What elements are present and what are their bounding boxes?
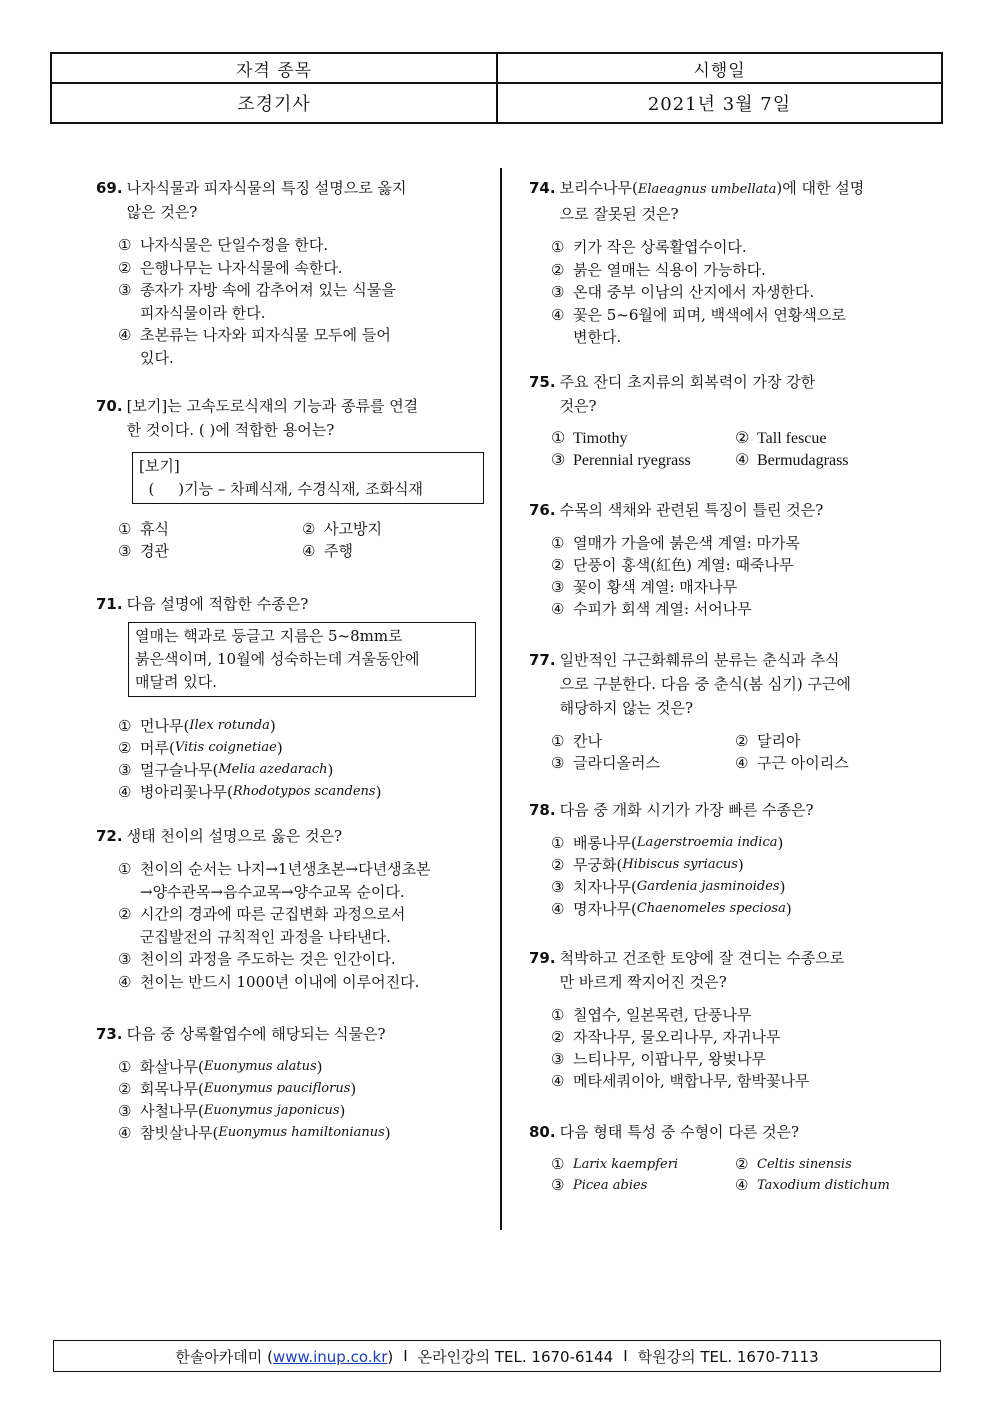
choice-latin-name: Taxodium distichum <box>757 1178 890 1193</box>
choice[interactable] <box>735 450 919 472</box>
question-73 <box>96 1022 491 1144</box>
choice-korean-name: 무궁화 <box>573 856 617 874</box>
footer-separator: I <box>623 1347 628 1365</box>
choice-mark: ④ <box>735 1176 749 1194</box>
choice-mark: ④ <box>735 452 750 469</box>
choice[interactable] <box>551 304 919 349</box>
question-stem: 다음 설명에 적합한 수종은? <box>126 595 309 613</box>
footer-offline-phone: 학원강의 TEL. 1670-7113 <box>637 1347 819 1366</box>
choice-korean-name: 회목나무 <box>140 1080 198 1098</box>
choice-mark: ① <box>118 860 132 878</box>
choice-mark: ① <box>551 732 565 750</box>
question-74 <box>529 176 919 349</box>
choice[interactable]: ③ 치자나무 ( Gardenia jasminoides ) <box>551 878 786 896</box>
choice[interactable] <box>735 1154 919 1175</box>
question-stem: 다음 중 상록활엽수에 해당되는 식물은? <box>126 1025 386 1043</box>
question-71 <box>96 592 491 803</box>
choice-latin-name: Euonymus japonicus <box>203 1103 340 1118</box>
choice-mark: ③ <box>551 754 565 772</box>
choice-mark: ① <box>118 520 132 538</box>
choice[interactable] <box>735 428 919 450</box>
question-number: 79. <box>529 949 556 967</box>
question-number: 70. <box>96 397 123 415</box>
choice[interactable]: ④ 병아리꽃나무 ( Rhodotypos scandens ) <box>118 783 382 801</box>
example-box-title: [보기] <box>139 457 180 475</box>
choice-text: 시간의 경과에 따른 군집변화 과정으로서 군집발전의 규칙적인 과정을 나타낸다. <box>140 905 406 946</box>
choice-text: 단풍이 홍색(紅色) 계열: 때죽나무 <box>573 556 794 574</box>
choice-mark: ④ <box>118 326 132 344</box>
choice-korean-name: 참빗살나무 <box>140 1124 213 1142</box>
question-80 <box>529 1120 919 1196</box>
choice-mark: ④ <box>118 783 132 801</box>
choice-mark: ④ <box>551 900 565 918</box>
choice-mark: ① <box>118 1058 132 1076</box>
choice[interactable] <box>118 234 491 257</box>
choice-mark: ③ <box>551 283 565 301</box>
choice-mark: ① <box>551 834 565 852</box>
choice-korean-name: 머루 <box>140 739 169 757</box>
exam-header-table <box>50 52 943 124</box>
question-stem: 주요 잔디 초지류의 회복력이 가장 강한 것은? <box>559 373 816 415</box>
choice-mark: ② <box>302 520 316 538</box>
choice[interactable] <box>551 1026 919 1048</box>
choice[interactable] <box>551 1175 735 1196</box>
choice-latin-name: Melia azedarach <box>218 762 328 777</box>
choice-mark: ② <box>551 1028 565 1046</box>
choice-latin-name: Ilex rotunda <box>189 718 270 733</box>
choice-latin-name: Rhodotypos scandens <box>232 784 376 799</box>
description-line: 매달려 있다. <box>135 673 217 691</box>
choice-text: 온대 중부 이남의 산지에서 자생한다. <box>573 283 815 301</box>
question-stem: 다음 형태 특성 중 수형이 다른 것은? <box>559 1123 800 1141</box>
choice-mark: ① <box>551 238 565 256</box>
example-box-body: ( )기능 – 차폐식재, 수경식재, 조화식재 <box>139 480 424 498</box>
choice-text: 은행나무는 나자식물에 속한다. <box>140 258 343 277</box>
footer-separator: I <box>403 1347 408 1365</box>
choice-mark: ③ <box>118 761 132 779</box>
choice-mark: ③ <box>118 1102 132 1120</box>
choice[interactable] <box>302 540 491 562</box>
choice[interactable]: ② 머루 ( Vitis coignetiae ) <box>118 739 283 757</box>
choice-korean-name: 배롱나무 <box>573 834 631 852</box>
choice-latin-name: Vitis coignetiae <box>174 740 277 755</box>
header-subject-label: 자격 종목 <box>52 54 498 84</box>
question-stem: 생태 천이의 설명으로 옳은 것은? <box>126 827 343 845</box>
question-stem: 보리수나무( <box>559 179 638 197</box>
choice[interactable] <box>302 518 491 540</box>
choice[interactable] <box>735 752 919 774</box>
choice-text: 경관 <box>140 542 169 560</box>
choice[interactable]: ① 먼나무 ( Ilex rotunda ) <box>118 717 276 735</box>
choice-korean-name: 사철나무 <box>140 1102 198 1120</box>
choice[interactable] <box>551 281 919 304</box>
choice-korean-name: 병아리꽃나무 <box>140 783 227 801</box>
question-70 <box>96 394 491 562</box>
description-line: 붉은색이며, 10월에 성숙하는데 겨울동안에 <box>135 650 420 668</box>
choice-latin-name: Euonymus alatus <box>203 1059 317 1074</box>
choice-latin-name: Picea abies <box>573 1178 648 1193</box>
choice-latin-name: Hibiscus syriacus <box>622 857 738 872</box>
choice-text: 종자가 자방 속에 감추어져 있는 식물을 피자식물이라 한다. <box>140 281 396 322</box>
choice-text: 주행 <box>324 542 353 560</box>
choice-mark: ④ <box>551 1072 565 1090</box>
question-stem-rest: )에 대한 설명 으로 잘못된 것은? <box>559 179 865 223</box>
question-75 <box>529 370 919 472</box>
choice-mark: ② <box>735 732 749 750</box>
choice[interactable] <box>118 518 302 540</box>
choice-mark: ① <box>551 430 566 447</box>
choice[interactable] <box>118 279 491 324</box>
choice[interactable] <box>735 730 919 752</box>
header-subject-value: 조경기사 <box>52 84 498 122</box>
question-72 <box>96 824 491 993</box>
choice-korean-name: 치자나무 <box>573 878 631 896</box>
choice-mark: ① <box>118 236 132 254</box>
choice-mark: ④ <box>551 305 565 324</box>
footer-academy-name <box>175 1346 393 1367</box>
question-69 <box>96 176 491 369</box>
choice-text: 사고방지 <box>324 520 382 538</box>
choice-mark: ② <box>735 430 750 447</box>
choice-latin-name: Chaenomeles speciosa <box>636 901 786 916</box>
choice-korean-name: 멀구슬나무 <box>140 761 213 779</box>
choice-mark: ③ <box>551 1050 565 1068</box>
choice[interactable] <box>551 450 735 472</box>
question-stem-latin: Elaeagnus umbellata <box>637 182 777 197</box>
question-stem: 나자식물과 피자식물의 특징 설명으로 옳지 않은 것은? <box>126 179 407 221</box>
choice-latin-name: Euonymus hamiltonianus <box>218 1125 385 1140</box>
choice-mark: ① <box>551 1006 565 1024</box>
question-79 <box>529 946 919 1092</box>
choice-text: 꽃이 황색 계열: 매자나무 <box>573 578 738 596</box>
question-number: 78. <box>529 801 556 819</box>
choice-text: 달리아 <box>757 732 801 750</box>
choice-latin-name: Gardenia jasminoides <box>636 879 780 894</box>
choice-text: 천이는 반드시 1000년 이내에 이루어진다. <box>140 972 420 991</box>
paren-close: ) <box>387 1347 394 1366</box>
choice-mark: ④ <box>118 972 132 991</box>
choice-mark: ④ <box>735 754 749 772</box>
choice-text: 느티나무, 이팝나무, 왕벚나무 <box>573 1050 766 1068</box>
question-number: 72. <box>96 827 123 845</box>
choice-text: Perennial ryegrass <box>573 452 691 469</box>
choice-mark: ② <box>118 739 132 757</box>
choice-mark: ② <box>118 905 132 923</box>
choice-mark: ② <box>118 1080 132 1098</box>
choice-text: 붉은 열매는 식용이 가능하다. <box>573 260 766 279</box>
choice-text: 꽃은 5~6월에 피며, 백색에서 연황색으로 변한다. <box>573 305 846 346</box>
choice-mark: ② <box>735 1155 749 1173</box>
paren-open: ( <box>267 1347 273 1366</box>
question-number: 69. <box>96 179 123 197</box>
footer-online-phone: 온라인강의 TEL. 1670-6144 <box>417 1347 614 1366</box>
choice[interactable]: ① 배롱나무 ( Lagerstroemia indica ) <box>551 834 784 852</box>
choice[interactable] <box>735 1175 919 1196</box>
question-number: 71. <box>96 595 123 613</box>
question-number: 76. <box>529 501 556 519</box>
choice-mark: ④ <box>118 1124 132 1142</box>
choice-mark: ② <box>551 856 565 874</box>
question-stem: [보기]는 고속도로식재의 기능과 종류를 연결 한 것이다. ( )에 적합한 용어는? <box>126 397 419 439</box>
choice[interactable] <box>551 1048 919 1070</box>
question-number: 75. <box>529 373 556 391</box>
question-number: 74. <box>529 179 556 197</box>
choice[interactable] <box>118 948 491 971</box>
choice-mark: ③ <box>118 950 132 968</box>
question-77 <box>529 648 919 774</box>
choice-korean-name: 먼나무 <box>140 717 184 735</box>
choice-korean-name: 화살나무 <box>140 1058 198 1076</box>
choice[interactable] <box>118 540 302 562</box>
column-divider <box>500 168 502 1230</box>
choice-text: 나자식물은 단일수정을 한다. <box>140 236 329 254</box>
choice-mark: ③ <box>551 1176 565 1194</box>
question-78 <box>529 798 919 920</box>
choice[interactable]: ④ 참빗살나무 ( Euonymus hamiltonianus ) <box>118 1124 391 1142</box>
question-stem: 다음 중 개화 시기가 가장 빠른 수종은? <box>559 801 814 819</box>
question-stem: 척박하고 건조한 토양에 잘 견디는 수종으로 만 바르게 짝지어진 것은? <box>559 949 845 991</box>
description-box <box>128 622 476 697</box>
choice[interactable] <box>118 324 491 369</box>
choice-latin-name: Larix kaempferi <box>573 1157 679 1172</box>
choice-mark: ② <box>118 258 132 277</box>
choice-text: 칠엽수, 일본목련, 단풍나무 <box>573 1006 752 1024</box>
choice-mark: ③ <box>118 281 132 299</box>
choice-text: 글라디올러스 <box>573 754 660 772</box>
choice-text: Timothy <box>573 430 628 447</box>
choice-mark: ③ <box>551 452 566 469</box>
academy-name: 한솔아카데미 <box>175 1347 263 1366</box>
choice-mark: ③ <box>551 878 565 896</box>
question-number: 73. <box>96 1025 123 1043</box>
choice[interactable] <box>551 236 919 259</box>
choice-text: 수피가 회색 계열: 서어나무 <box>573 600 752 618</box>
choice[interactable] <box>551 752 735 774</box>
header-date-value: 2021년 3월 7일 <box>647 94 792 115</box>
example-box <box>132 452 484 504</box>
choice-text: 천이의 순서는 나지→1년생초본→다년생초본 →양수관목→음수교목→양수교목 순이다. <box>140 860 431 901</box>
question-stem: 수목의 색채와 관련된 특징이 틀린 것은? <box>559 501 824 519</box>
choice-mark: ② <box>551 260 565 279</box>
choice[interactable] <box>551 1070 919 1092</box>
footer-website-link[interactable]: www.inup.co.kr <box>272 1347 388 1366</box>
choice[interactable]: ② 회목나무 ( Euonymus pauciflorus ) <box>118 1080 357 1098</box>
choice-text: 자작나무, 물오리나무, 자귀나무 <box>573 1028 781 1046</box>
choice-text: Bermudagrass <box>757 452 849 469</box>
question-number: 80. <box>529 1123 556 1141</box>
choice-mark: ③ <box>118 542 132 560</box>
choice-latin-name: Lagerstroemia indica <box>636 835 778 850</box>
choice-latin-name: Celtis sinensis <box>757 1157 852 1172</box>
choice-text: 칸나 <box>573 732 602 750</box>
choice-mark: ③ <box>551 578 565 596</box>
question-stem: 일반적인 구근화훼류의 분류는 춘식과 추식 으로 구분한다. 다음 중 춘식(봄 심기) 구근에 해당하지 않는 것은? <box>559 651 851 717</box>
choice[interactable]: ④ 명자나무 ( Chaenomeles speciosa ) <box>551 900 792 918</box>
choice-text: 휴식 <box>140 520 169 538</box>
choice[interactable] <box>551 730 735 752</box>
question-76 <box>529 498 919 620</box>
choice-latin-name: Euonymus pauciflorus <box>203 1081 351 1096</box>
choice-text: 열매가 가을에 붉은색 계열: 마가목 <box>573 534 800 552</box>
choice[interactable] <box>551 428 735 450</box>
choice-text: Tall fescue <box>757 430 827 447</box>
choice[interactable]: ① 화살나무 ( Euonymus alatus ) <box>118 1058 323 1076</box>
footer-bar <box>53 1340 941 1372</box>
description-line: 열매는 핵과로 둥글고 지름은 5~8mm로 <box>135 627 403 645</box>
header-date-label: 시행일 <box>498 54 941 84</box>
choice-mark: ① <box>118 717 132 735</box>
choice-text: 구근 아이리스 <box>757 754 849 772</box>
choice[interactable] <box>118 971 491 994</box>
choice[interactable] <box>551 554 919 576</box>
choice-mark: ④ <box>302 542 316 560</box>
choice-korean-name: 명자나무 <box>573 900 631 918</box>
choice[interactable]: ③ 멀구슬나무 ( Melia azedarach ) <box>118 761 334 779</box>
choice[interactable] <box>551 259 919 282</box>
choice[interactable] <box>551 1154 735 1175</box>
choice-mark: ④ <box>551 600 565 618</box>
question-number: 77. <box>529 651 556 669</box>
choice-text: 키가 작은 상록활엽수이다. <box>573 238 747 256</box>
choice[interactable] <box>551 598 919 620</box>
choice-mark: ② <box>551 556 565 574</box>
choice[interactable] <box>118 903 491 948</box>
choice[interactable]: ③ 사철나무 ( Euonymus japonicus ) <box>118 1102 346 1120</box>
choice-text: 메타세쿼이아, 백합나무, 함박꽃나무 <box>573 1072 810 1090</box>
choice-mark: ① <box>551 1155 565 1173</box>
choice[interactable] <box>551 1004 919 1026</box>
choice[interactable]: ② 무궁화 ( Hibiscus syriacus ) <box>551 856 744 874</box>
choice[interactable] <box>118 858 491 903</box>
choice[interactable] <box>118 257 491 280</box>
choice-mark: ① <box>551 534 565 552</box>
choice[interactable] <box>551 532 919 554</box>
choice-text: 천이의 과정을 주도하는 것은 인간이다. <box>140 950 396 968</box>
choice-text: 초본류는 나자와 피자식물 모두에 들어 있다. <box>140 326 391 367</box>
choice[interactable] <box>551 576 919 598</box>
